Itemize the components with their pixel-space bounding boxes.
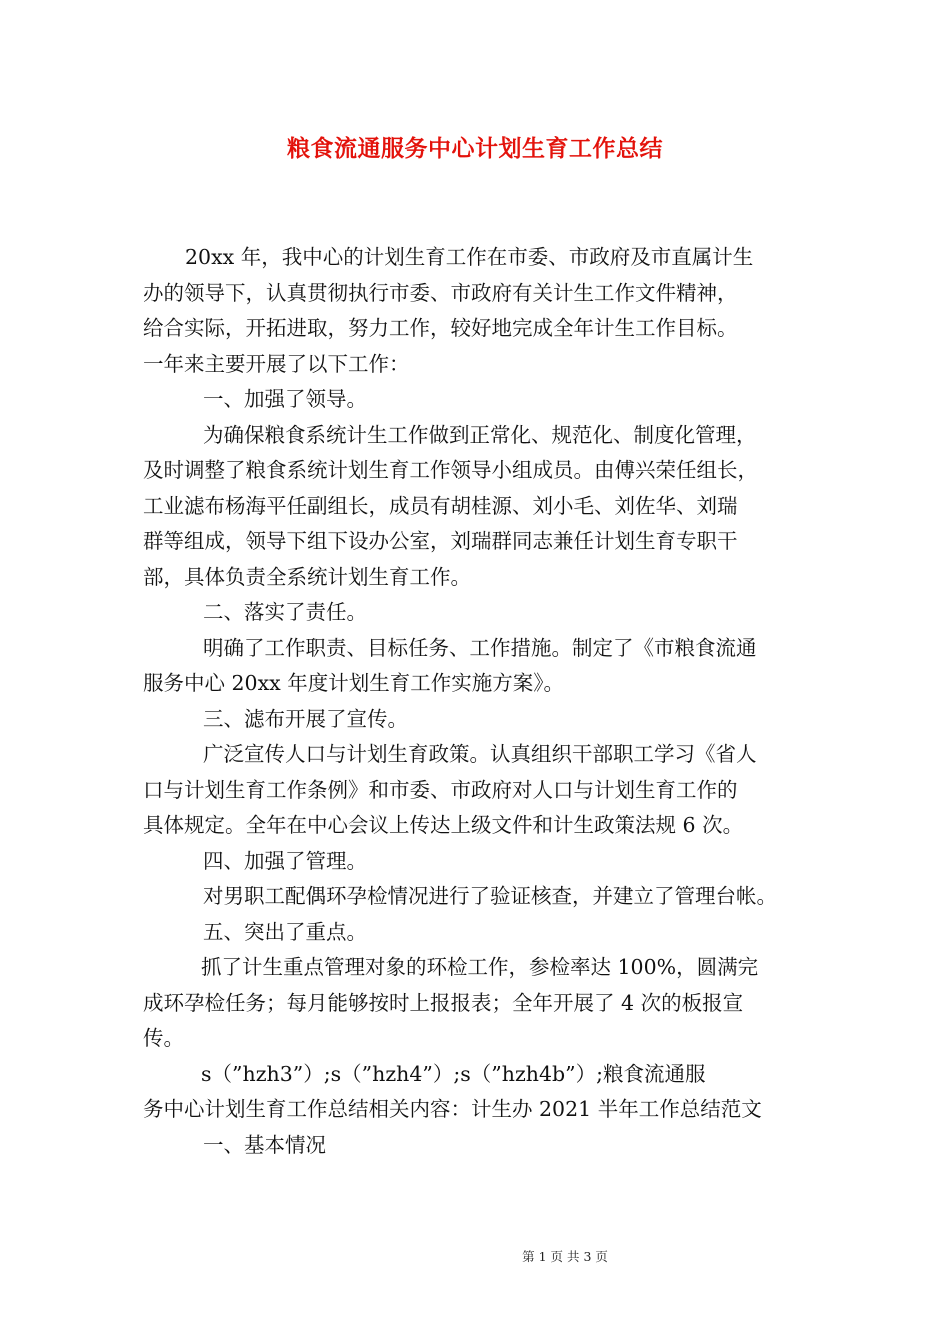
paragraph-line: 部，具体负责全系统计划生育工作。 [143, 564, 471, 589]
section-heading: 一、基本情况 [203, 1132, 326, 1157]
document-body [143, 240, 811, 1163]
section-heading: 三、滤布开展了宣传。 [203, 706, 408, 731]
paragraph-line: 传。 [143, 1026, 184, 1050]
paragraph-line: 对男职工配偶环孕检情况进行了验证核查，并建立了管理台帐。 [203, 884, 777, 908]
paragraph-line: 为确保粮食系统计生工作做到正常化、规范化、制度化管理， [203, 422, 757, 447]
paragraph-line: 工业滤布杨海平任副组长，成员有胡桂源、刘小毛、刘佐华、刘瑞 [143, 493, 738, 518]
paragraph-line: 具体规定。全年在中心会议上传达上级文件和计生政策法规 6 次。 [143, 813, 744, 837]
paragraph-line: 成环孕检任务；每月能够按时上报报表；全年开展了 4 次的板报宣 [143, 990, 744, 1015]
paragraph-line: 抓了计生重点管理对象的环检工作，参检率达 100%，圆满完 [201, 955, 759, 979]
paragraph-line: 办的领导下，认真贯彻执行市委、市政府有关计生工作文件精神， [143, 280, 738, 305]
section-heading: 五、突出了重点。 [203, 919, 367, 944]
paragraph-line: s（”hzh3”）;s（”hzh4”）;s（”hzh4b”）;粮食流通服 [201, 1061, 706, 1086]
paragraph-line: 口与计划生育工作条例》和市委、市政府对人口与计划生育工作的 [143, 777, 738, 802]
paragraph-line: 务中心计划生育工作总结相关内容：计生办 2021 半年工作总结范文 [143, 1097, 762, 1121]
document-title: 粮食流通服务中心计划生育工作总结 [287, 136, 663, 162]
paragraph-line: 广泛宣传人口与计划生育政策。认真组织干部职工学习《省人 [203, 742, 757, 766]
section-heading: 二、落实了责任。 [203, 600, 367, 624]
paragraph-line: 明确了工作职责、目标任务、工作措施。制定了《市粮食流通 [203, 635, 757, 660]
paragraph-line: 给合实际，开拓进取，努力工作，较好地完成全年计生工作目标。 [143, 316, 738, 340]
paragraph-line: 一年来主要开展了以下工作： [143, 351, 410, 376]
paragraph-line: 服务中心 20xx 年度计划生育工作实施方案》。 [143, 671, 564, 695]
paragraph-line: 及时调整了粮食系统计划生育工作领导小组成员。由傅兴荣任组长， [143, 458, 758, 482]
paragraph-line: 20xx 年，我中心的计划生育工作在市委、市政府及市直属计生 [185, 245, 754, 269]
section-heading: 四、加强了管理。 [203, 848, 367, 873]
paragraph-line: 群等组成，领导下组下设办公室，刘瑞群同志兼任计划生育专职干 [143, 529, 738, 553]
section-heading: 一、加强了领导。 [203, 387, 367, 411]
page-number: 第 1 页 共 3 页 [522, 1249, 608, 1264]
